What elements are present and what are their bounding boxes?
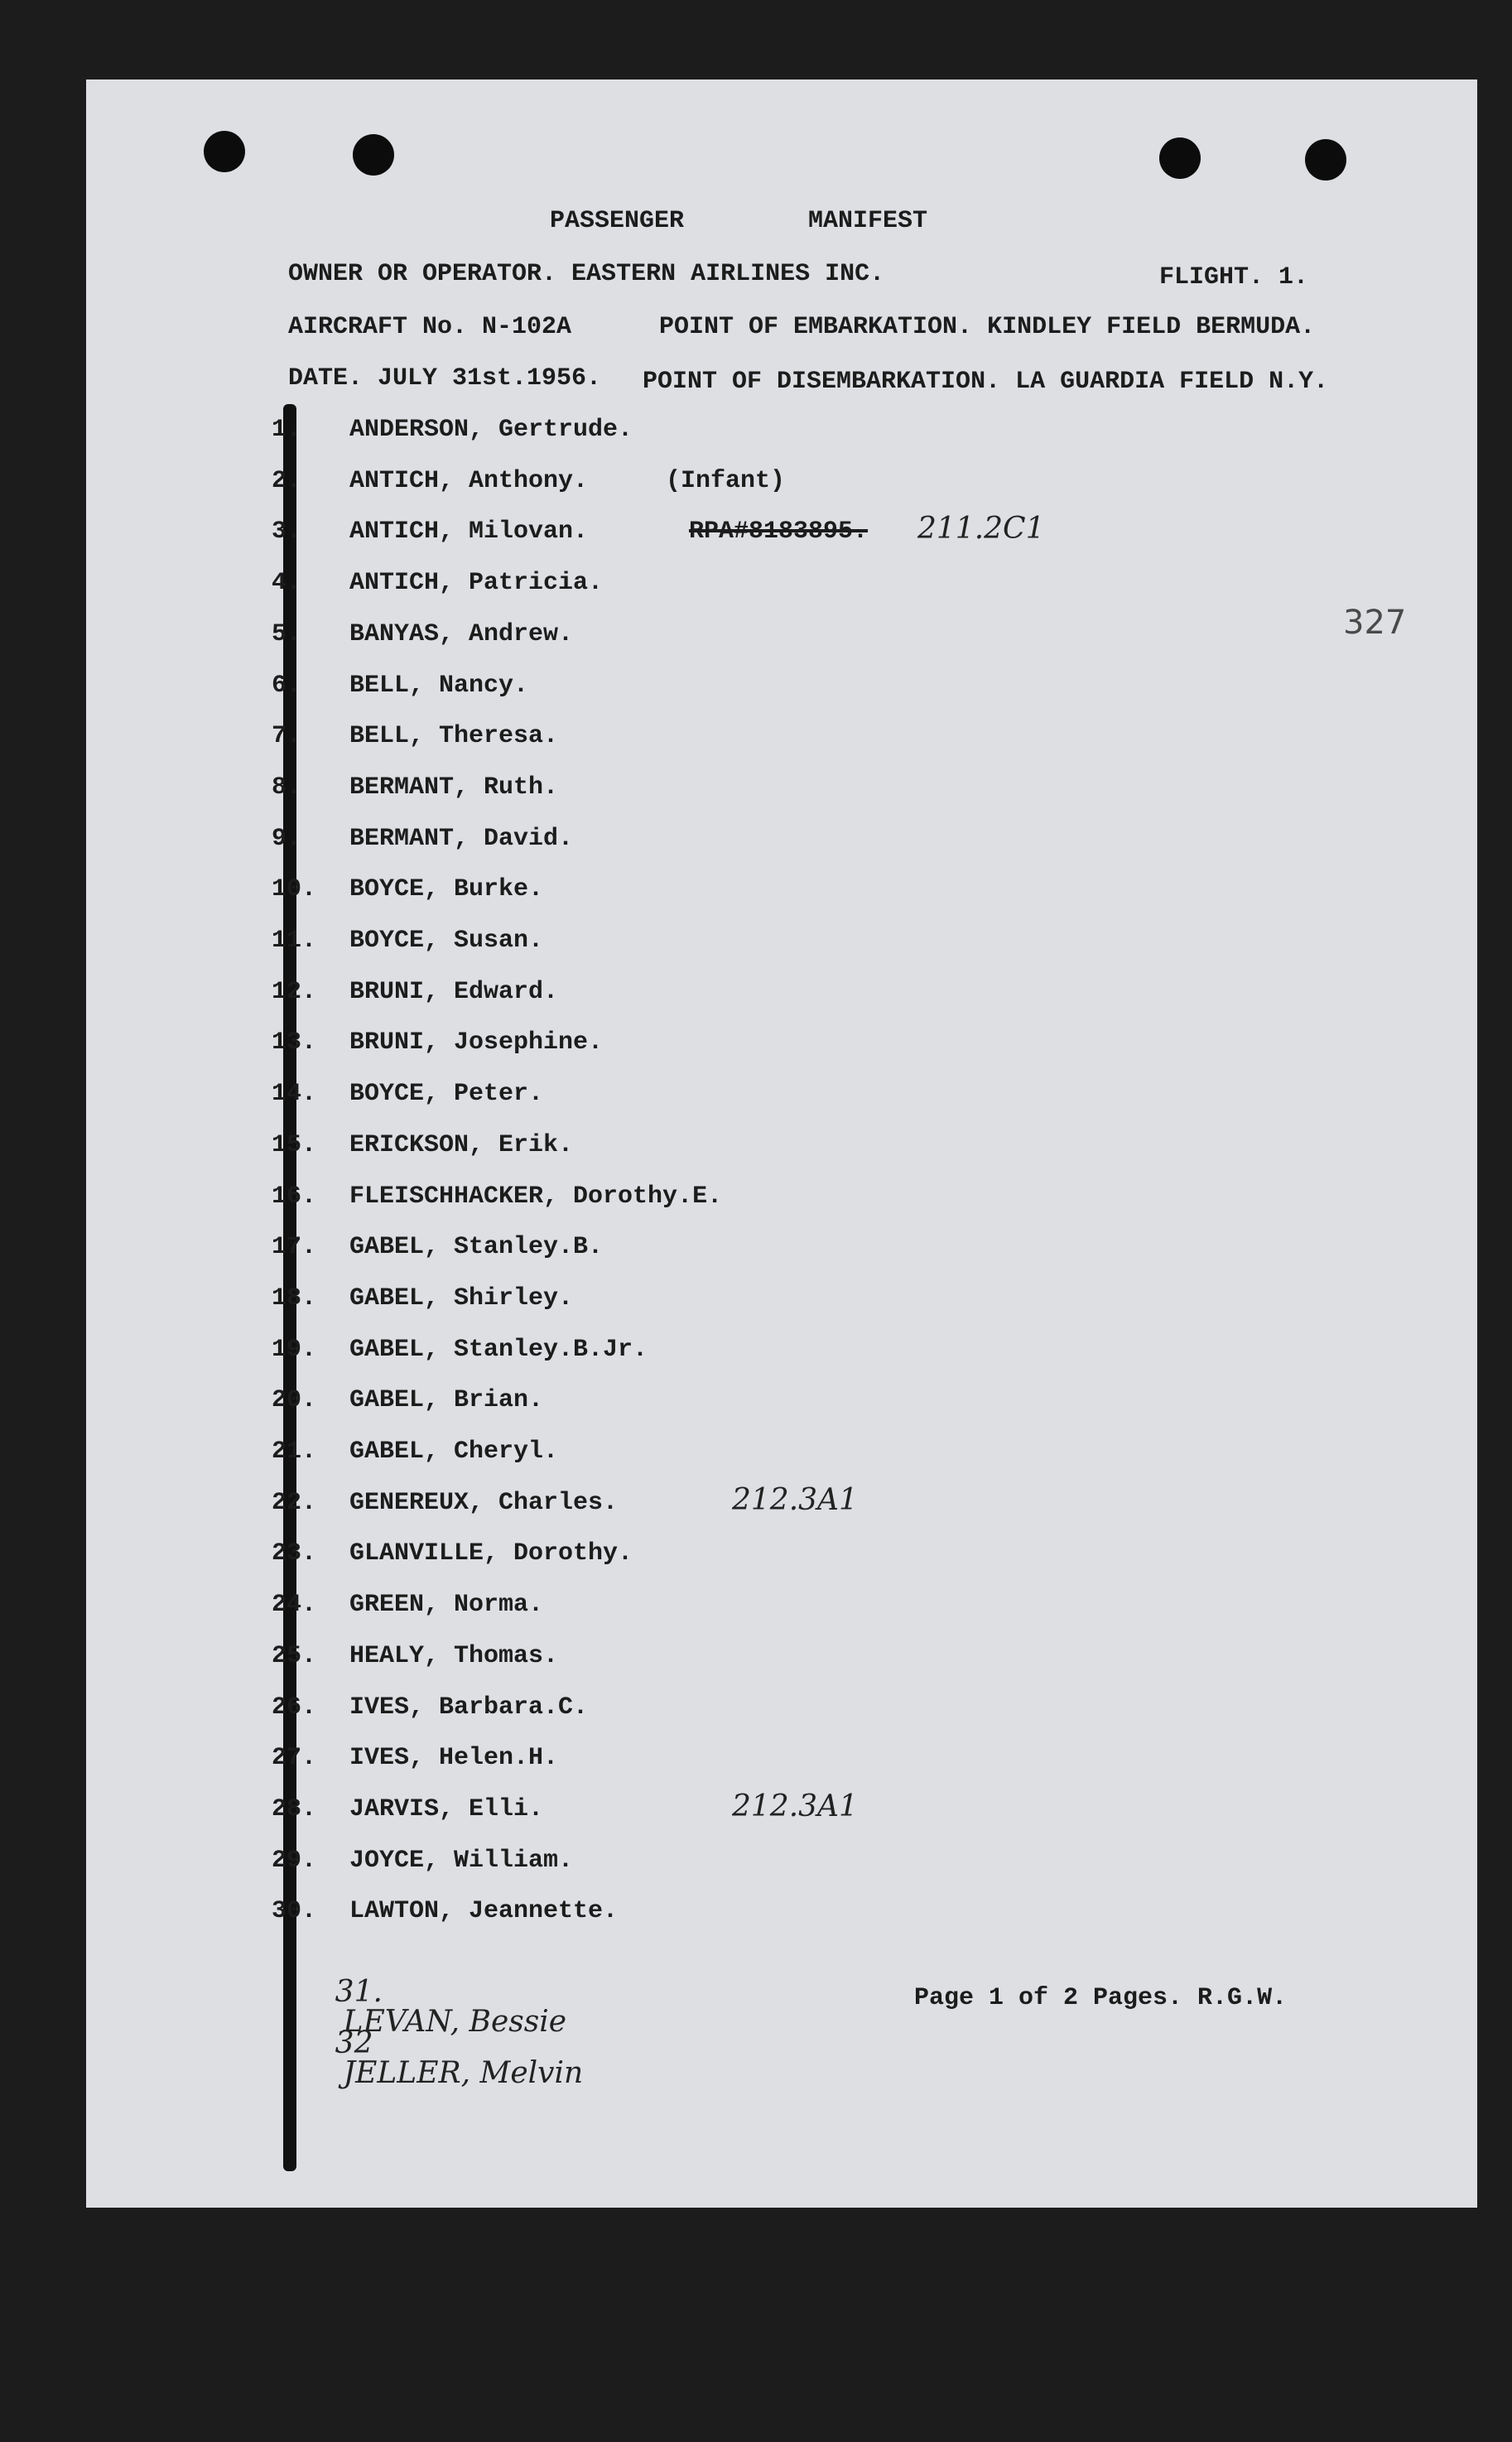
passenger-number: 9. <box>272 825 302 853</box>
passenger-number: 3. <box>272 518 302 546</box>
passenger-note: (Infant) <box>666 467 786 495</box>
passenger-name: JOYCE, William. <box>349 1847 574 1875</box>
handwritten-file-code: 212.3A1 <box>732 1789 858 1823</box>
passenger-number: 4. <box>272 569 302 597</box>
passenger-number: 23. <box>272 1539 317 1568</box>
passenger-number: 14. <box>272 1080 317 1108</box>
passenger-number: 20. <box>272 1386 317 1414</box>
passenger-name: BANYAS, Andrew. <box>349 620 574 648</box>
passenger-name: BELL, Nancy. <box>349 672 529 700</box>
passenger-name: ANTICH, Anthony. <box>349 467 589 495</box>
passenger-number: 17. <box>272 1233 317 1261</box>
passenger-name: LAWTON, Jeannette. <box>349 1897 619 1925</box>
passenger-name: GABEL, Brian. <box>349 1386 544 1414</box>
passenger-name: BERMANT, David. <box>349 825 574 853</box>
passenger-number: 16. <box>272 1182 317 1211</box>
passenger-name: GABEL, Stanley.B. <box>349 1233 604 1261</box>
handwritten-passenger-32 <box>278 1999 583 2118</box>
passenger-name: FLEISCHHACKER, Dorothy.E. <box>349 1182 723 1211</box>
passenger-number: 22. <box>272 1489 317 1517</box>
passenger-name: ANDERSON, Gertrude. <box>349 416 633 444</box>
passenger-number: 5. <box>272 620 302 648</box>
aircraft-number: AIRCRAFT No. N-102A <box>288 313 572 341</box>
page-footer: Page 1 of 2 Pages. R.G.W. <box>914 1984 1288 2012</box>
passenger-number: 6. <box>272 672 302 700</box>
passenger-name: BERMANT, Ruth. <box>349 773 559 802</box>
passenger-name: HEALY, Thomas. <box>349 1642 559 1670</box>
manifest-title-word-1: PASSENGER <box>550 207 685 235</box>
passenger-number: 18. <box>272 1284 317 1313</box>
passenger-number: 7. <box>272 722 302 750</box>
passenger-name: ANTICH, Milovan. <box>349 518 589 546</box>
punch-hole <box>1305 139 1346 181</box>
passenger-name: BOYCE, Peter. <box>349 1080 544 1108</box>
passenger-number: 28. <box>272 1795 317 1823</box>
passenger-name: ANTICH, Patricia. <box>349 569 604 597</box>
passenger-name: IVES, Barbara.C. <box>349 1693 589 1722</box>
point-of-disembarkation: POINT OF DISEMBARKATION. LA GUARDIA FIELD N.Y. <box>643 368 1329 396</box>
handwritten-name: JELLER, Melvin <box>343 2056 584 2090</box>
passenger-number: 29. <box>272 1847 317 1875</box>
handwritten-number: 31. <box>335 1975 383 2009</box>
passenger-number: 1. <box>272 416 302 444</box>
point-of-embarkation: POINT OF EMBARKATION. KINDLEY FIELD BERMUDA. <box>659 313 1316 341</box>
passenger-name: BRUNI, Josephine. <box>349 1028 604 1057</box>
archive-page-number: 327 <box>1343 604 1407 642</box>
passenger-number: 30. <box>272 1897 317 1925</box>
passenger-number: 10. <box>272 875 317 903</box>
passenger-name: GABEL, Stanley.B.Jr. <box>349 1336 648 1364</box>
handwritten-file-code: 211.2C1 <box>917 512 1045 546</box>
passenger-number: 2. <box>272 467 302 495</box>
passenger-name: GABEL, Shirley. <box>349 1284 574 1313</box>
punch-hole <box>204 131 245 172</box>
passenger-name: GABEL, Cheryl. <box>349 1438 559 1466</box>
passenger-name: IVES, Helen.H. <box>349 1744 559 1772</box>
punch-hole <box>1159 137 1201 179</box>
passenger-name: JARVIS, Elli. <box>349 1795 544 1823</box>
passenger-name: BOYCE, Susan. <box>349 927 544 955</box>
handwritten-number: 32 <box>335 2026 373 2060</box>
passenger-name: BOYCE, Burke. <box>349 875 544 903</box>
passenger-number: 21. <box>272 1438 317 1466</box>
passenger-number: 15. <box>272 1131 317 1159</box>
punch-hole <box>353 134 394 176</box>
handwritten-name: LEVAN, Bessie <box>343 2005 567 2039</box>
passenger-name: GREEN, Norma. <box>349 1591 544 1619</box>
struck-reference-number: RPA#8183895. <box>689 518 869 546</box>
manifest-title-word-2: MANIFEST <box>808 207 928 235</box>
owner-operator-line: OWNER OR OPERATOR. EASTERN AIRLINES INC. <box>288 260 885 288</box>
passenger-number: 13. <box>272 1028 317 1057</box>
handwritten-file-code: 212.3A1 <box>732 1483 858 1517</box>
passenger-name: GENEREUX, Charles. <box>349 1489 619 1517</box>
passenger-number: 19. <box>272 1336 317 1364</box>
passenger-number: 11. <box>272 927 317 955</box>
passenger-number: 8. <box>272 773 302 802</box>
flight-number: FLIGHT. 1. <box>1159 263 1309 291</box>
passenger-name: BELL, Theresa. <box>349 722 559 750</box>
passenger-name: ERICKSON, Erik. <box>349 1131 574 1159</box>
manifest-page <box>86 79 1477 2208</box>
manifest-date: DATE. JULY 31st.1956. <box>288 364 602 393</box>
passenger-number: 12. <box>272 978 317 1006</box>
passenger-number: 24. <box>272 1591 317 1619</box>
passenger-name: BRUNI, Edward. <box>349 978 559 1006</box>
passenger-number: 27. <box>272 1744 317 1772</box>
passenger-number: 25. <box>272 1642 317 1670</box>
passenger-name: GLANVILLE, Dorothy. <box>349 1539 633 1568</box>
passenger-number: 26. <box>272 1693 317 1722</box>
